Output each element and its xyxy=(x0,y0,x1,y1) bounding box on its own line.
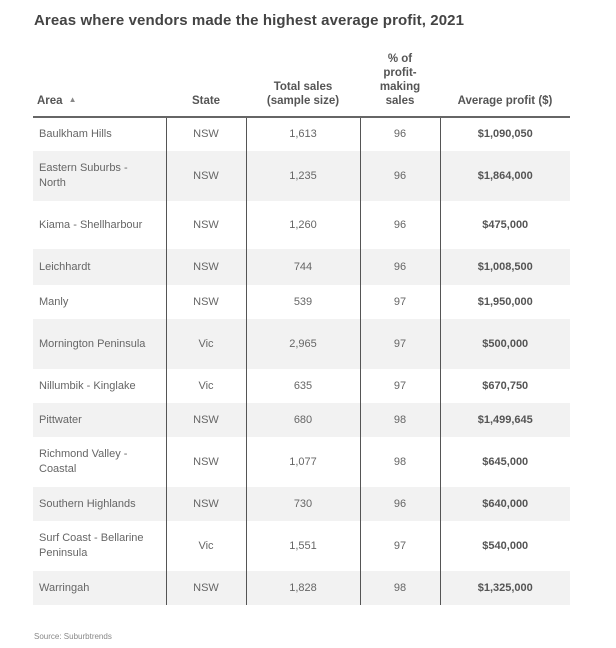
cell-avg-profit: $1,325,000 xyxy=(440,571,570,605)
cell-state: NSW xyxy=(166,285,246,319)
cell-area: Richmond Valley - Coastal xyxy=(39,448,128,475)
table-header-row xyxy=(33,52,570,117)
cell-total-sales: 730 xyxy=(246,487,360,521)
cell-area: Baulkham Hills xyxy=(39,128,112,140)
source-note: Source: Suburbtrends xyxy=(34,632,112,641)
cell-pct-profit: 97 xyxy=(360,319,440,369)
cell-total-sales: 2,965 xyxy=(246,319,360,369)
cell-pct-profit: 96 xyxy=(360,117,440,151)
cell-avg-profit: $1,008,500 xyxy=(440,249,570,285)
cell-pct-profit: 96 xyxy=(360,201,440,249)
table-row xyxy=(33,201,570,249)
cell-avg-profit: $670,750 xyxy=(440,369,570,403)
cell-state: Vic xyxy=(166,319,246,369)
cell-pct-profit: 97 xyxy=(360,285,440,319)
cell-avg-profit: $645,000 xyxy=(440,437,570,487)
page-title: Areas where vendors made the highest average profit, 2021 xyxy=(34,12,465,29)
column-header-avg-profit[interactable] xyxy=(440,52,570,117)
column-header-total-sales[interactable] xyxy=(246,52,360,117)
table-row xyxy=(33,437,570,487)
cell-state: Vic xyxy=(166,369,246,403)
column-header-area-label: Area xyxy=(37,95,63,107)
cell-avg-profit: $1,864,000 xyxy=(440,151,570,201)
column-header-state[interactable] xyxy=(166,52,246,117)
cell-total-sales: 1,235 xyxy=(246,151,360,201)
column-header-area[interactable] xyxy=(33,52,166,117)
cell-total-sales: 1,260 xyxy=(246,201,360,249)
cell-avg-profit: $500,000 xyxy=(440,319,570,369)
cell-pct-profit: 98 xyxy=(360,571,440,605)
table-row xyxy=(33,249,570,285)
table-row xyxy=(33,403,570,437)
cell-state: NSW xyxy=(166,249,246,285)
cell-total-sales: 1,613 xyxy=(246,117,360,151)
cell-total-sales: 680 xyxy=(246,403,360,437)
cell-area: Mornington Peninsula xyxy=(33,319,166,369)
cell-avg-profit: $475,000 xyxy=(440,201,570,249)
column-header-state-label: State xyxy=(191,95,221,107)
cell-total-sales: 1,551 xyxy=(246,521,360,571)
cell-pct-profit: 96 xyxy=(360,151,440,201)
table-row xyxy=(33,369,570,403)
cell-area: Surf Coast - Bellarine Peninsula xyxy=(39,532,144,559)
column-header-pct-profit-label: % of profit-making sales xyxy=(379,53,421,107)
profit-table xyxy=(33,52,570,605)
cell-area: Kiama - Shellharbour xyxy=(39,218,143,231)
cell-avg-profit: $1,499,645 xyxy=(440,403,570,437)
cell-avg-profit: $1,950,000 xyxy=(440,285,570,319)
cell-state: NSW xyxy=(166,487,246,521)
cell-state: NSW xyxy=(166,403,246,437)
table-row xyxy=(33,151,570,201)
cell-pct-profit: 98 xyxy=(360,437,440,487)
cell-state: NSW xyxy=(166,201,246,249)
cell-state: NSW xyxy=(166,151,246,201)
cell-area: Leichhardt xyxy=(33,249,166,285)
cell-pct-profit: 96 xyxy=(360,249,440,285)
cell-pct-profit: 96 xyxy=(360,487,440,521)
cell-state: NSW xyxy=(166,437,246,487)
cell-state: NSW xyxy=(166,571,246,605)
cell-total-sales: 635 xyxy=(246,369,360,403)
cell-pct-profit: 97 xyxy=(360,369,440,403)
sort-ascending-icon[interactable]: ▲ xyxy=(68,95,77,104)
cell-area: Southern Highlands xyxy=(33,487,166,521)
cell-avg-profit: $640,000 xyxy=(440,487,570,521)
column-header-pct-profit[interactable] xyxy=(360,52,440,117)
cell-avg-profit: $540,000 xyxy=(440,521,570,571)
table-row xyxy=(33,571,570,605)
cell-total-sales: 1,077 xyxy=(246,437,360,487)
cell-state: Vic xyxy=(166,521,246,571)
cell-area: Eastern Suburbs - North xyxy=(33,151,166,201)
table-row xyxy=(33,117,570,151)
cell-total-sales: 1,828 xyxy=(246,571,360,605)
cell-total-sales: 744 xyxy=(246,249,360,285)
column-header-total-sales-label: Total sales (sample size) xyxy=(266,81,340,107)
cell-avg-profit: $1,090,050 xyxy=(440,117,570,151)
table-body xyxy=(33,117,570,605)
cell-pct-profit: 98 xyxy=(360,403,440,437)
cell-pct-profit: 97 xyxy=(360,521,440,571)
cell-state: NSW xyxy=(166,117,246,151)
cell-area: Nillumbik - Kinglake xyxy=(39,379,136,392)
table-row xyxy=(33,521,570,571)
cell-area: Manly xyxy=(39,295,69,308)
table-row xyxy=(33,487,570,521)
cell-area: Pittwater xyxy=(33,403,166,437)
table-row xyxy=(33,285,570,319)
cell-total-sales: 539 xyxy=(246,285,360,319)
column-header-avg-profit-label: Average profit ($) xyxy=(457,95,553,107)
cell-area: Warringah xyxy=(33,571,166,605)
table-row xyxy=(33,319,570,369)
